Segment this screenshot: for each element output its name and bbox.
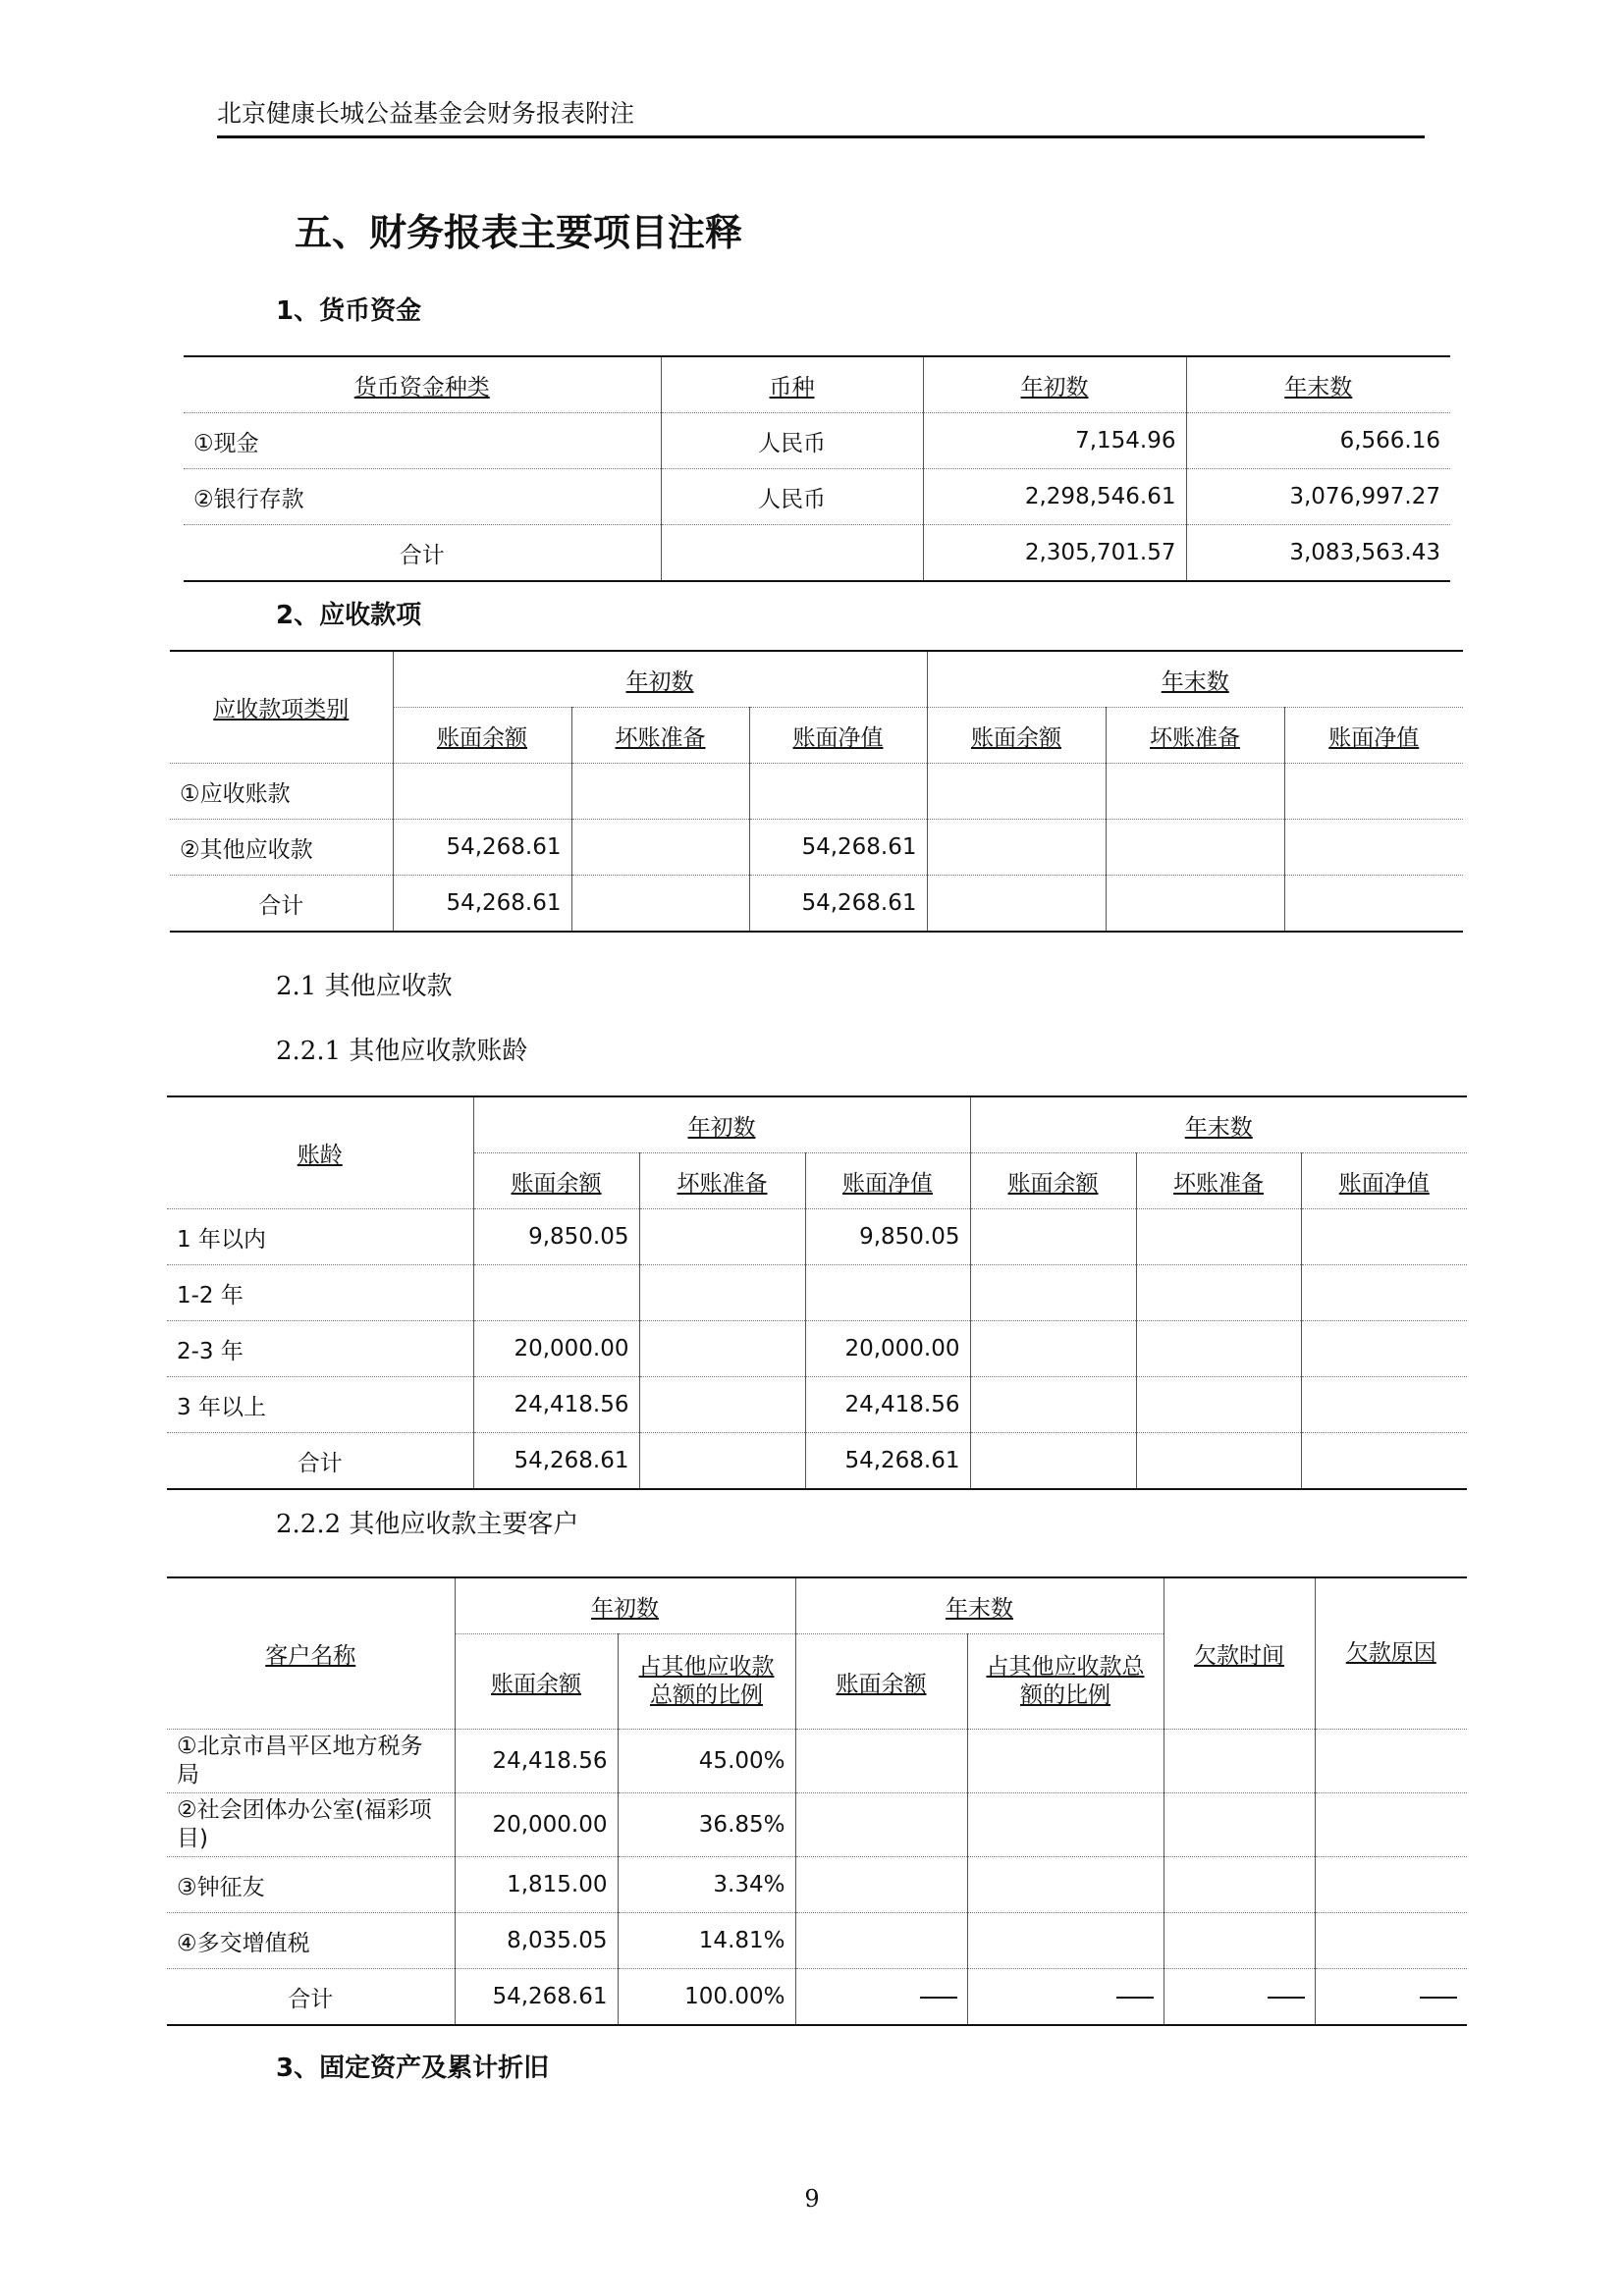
table-cell: 20,000.00: [473, 1321, 639, 1377]
header-cell: 币种: [661, 356, 923, 413]
table-cell: 14.81%: [618, 1913, 795, 1969]
table-cell: ②社会团体办公室(福彩项目): [167, 1793, 455, 1857]
s2-title: 2、应收款项: [276, 601, 422, 630]
table-cell: 3 年以上: [167, 1377, 473, 1433]
header-cell: 欠款原因: [1315, 1577, 1467, 1730]
header-cell: 年末数: [1186, 356, 1450, 413]
s221-table: [167, 1095, 1467, 1490]
table-cell: [967, 1969, 1164, 2026]
s222-title: 2.2.2 其他应收款主要客户: [276, 1510, 579, 1539]
page-number: 9: [804, 2185, 820, 2213]
table-cell: [1136, 1433, 1301, 1490]
table-cell: [970, 1209, 1136, 1265]
table-cell: [1315, 1969, 1467, 2026]
table-cell: 54,268.61: [473, 1433, 639, 1490]
table-cell: 合计: [184, 525, 661, 582]
table-row: [167, 1377, 1467, 1433]
table-cell: [1164, 1969, 1315, 2026]
table-cell: [639, 1433, 805, 1490]
table-cell: [1284, 876, 1463, 933]
table-cell: [1301, 1265, 1467, 1321]
table-cell: [1301, 1377, 1467, 1433]
table-cell: [1106, 820, 1284, 876]
table-row: [184, 469, 1450, 525]
table-cell: 7,154.96: [923, 413, 1186, 469]
table-row: [167, 1321, 1467, 1377]
table-cell: 45.00%: [618, 1730, 795, 1793]
table-row: [167, 1265, 1467, 1321]
header-cell: 账面净值: [1284, 708, 1463, 764]
header-cell: 年末数: [970, 1096, 1467, 1153]
header-cell: 年初数: [923, 356, 1186, 413]
table-cell: [1136, 1377, 1301, 1433]
table-total-row: [167, 1969, 1467, 2026]
table-row: [167, 1857, 1467, 1913]
table-cell: [639, 1265, 805, 1321]
table-cell: 20,000.00: [455, 1793, 618, 1857]
table-cell: [571, 764, 749, 820]
table-cell: [1284, 764, 1463, 820]
header-cell: 欠款时间: [1164, 1577, 1315, 1730]
table-cell: [805, 1265, 970, 1321]
table-cell: 100.00%: [618, 1969, 795, 2026]
s1-table: [184, 355, 1450, 582]
table-cell: [795, 1793, 967, 1857]
table-cell: [1136, 1265, 1301, 1321]
table-cell: [1164, 1913, 1315, 1969]
table-cell: [927, 876, 1106, 933]
header-cell: 占其他应收款总额的比例: [967, 1634, 1164, 1730]
table-cell: [967, 1730, 1164, 1793]
header-cell: 年初数: [473, 1096, 970, 1153]
table-row: [167, 1913, 1467, 1969]
table-cell: 3,083,563.43: [1186, 525, 1450, 582]
table-cell: [1301, 1433, 1467, 1490]
table-cell: [639, 1209, 805, 1265]
table-cell: 54,268.61: [805, 1433, 970, 1490]
table-row: [170, 764, 1463, 820]
table-cell: [1315, 1730, 1467, 1793]
table-cell: [795, 1913, 967, 1969]
s21-title: 2.1 其他应收款: [276, 972, 453, 1001]
table-cell: ①现金: [184, 413, 661, 469]
table-cell: 6,566.16: [1186, 413, 1450, 469]
header-cell: 客户名称: [167, 1577, 455, 1730]
table-cell: [1315, 1793, 1467, 1857]
table-cell: 36.85%: [618, 1793, 795, 1857]
table-cell: [795, 1969, 967, 2026]
header-cell: 账面余额: [795, 1634, 967, 1730]
table-cell: 20,000.00: [805, 1321, 970, 1377]
table-cell: ①应收账款: [170, 764, 393, 820]
table-cell: 54,268.61: [455, 1969, 618, 2026]
dash-mark: [1116, 1997, 1154, 1999]
table-cell: [1164, 1857, 1315, 1913]
header-cell: 坏账准备: [1136, 1153, 1301, 1209]
header-cell: 年末数: [795, 1577, 1164, 1634]
table-cell: ①北京市昌平区地方税务局: [167, 1730, 455, 1793]
table-header-row: [184, 356, 1450, 413]
table-cell: 2,298,546.61: [923, 469, 1186, 525]
table-cell: [967, 1913, 1164, 1969]
table-cell: ②其他应收款: [170, 820, 393, 876]
table-cell: [795, 1857, 967, 1913]
table-cell: [970, 1321, 1136, 1377]
table-total-row: [170, 876, 1463, 933]
table-cell: [1164, 1793, 1315, 1857]
table-total-row: [167, 1433, 1467, 1490]
header-cell: 账面净值: [1301, 1153, 1467, 1209]
section-title: 五、财务报表主要项目注释: [295, 211, 743, 254]
table-cell: [1315, 1913, 1467, 1969]
table-cell: ③钟征友: [167, 1857, 455, 1913]
table-cell: 合计: [167, 1969, 455, 2026]
table-cell: [927, 820, 1106, 876]
table-cell: [661, 525, 923, 582]
table-cell: [967, 1793, 1164, 1857]
header-cell: 账面净值: [749, 708, 927, 764]
header-cell: 账龄: [167, 1096, 473, 1209]
s222-table: [167, 1576, 1467, 2026]
table-cell: [1284, 820, 1463, 876]
table-cell: [927, 764, 1106, 820]
table-cell: 2-3 年: [167, 1321, 473, 1377]
table-cell: ②银行存款: [184, 469, 661, 525]
header-cell: 账面余额: [455, 1634, 618, 1730]
dash-mark: [1420, 1997, 1457, 1999]
table-cell: [795, 1730, 967, 1793]
header-cell: 占其他应收款总额的比例: [618, 1634, 795, 1730]
table-cell: 54,268.61: [393, 820, 571, 876]
header-cell: 账面净值: [805, 1153, 970, 1209]
header-cell: 年初数: [393, 651, 927, 708]
table-cell: [749, 764, 927, 820]
table-cell: [571, 820, 749, 876]
s1-title: 1、货币资金: [276, 296, 422, 326]
table-row: [167, 1793, 1467, 1857]
header-cell: 应收款项类别: [170, 651, 393, 764]
table-cell: 8,035.05: [455, 1913, 618, 1969]
table-cell: [1136, 1209, 1301, 1265]
s2-table: [170, 650, 1463, 933]
table-cell: [1301, 1321, 1467, 1377]
table-cell: 2,305,701.57: [923, 525, 1186, 582]
table-row: [167, 1209, 1467, 1265]
header-cell: 坏账准备: [571, 708, 749, 764]
table-cell: [1301, 1209, 1467, 1265]
header-cell: 坏账准备: [1106, 708, 1284, 764]
table-cell: 3,076,997.27: [1186, 469, 1450, 525]
header-cell: 账面余额: [927, 708, 1106, 764]
table-cell: 合计: [170, 876, 393, 933]
header-cell: 账面余额: [393, 708, 571, 764]
table-cell: 1-2 年: [167, 1265, 473, 1321]
header-cell: 账面余额: [473, 1153, 639, 1209]
header-cell: 账面余额: [970, 1153, 1136, 1209]
table-cell: 1,815.00: [455, 1857, 618, 1913]
table-cell: [571, 876, 749, 933]
table-cell: 54,268.61: [749, 876, 927, 933]
table-total-row: [184, 525, 1450, 582]
table-cell: [967, 1857, 1164, 1913]
table-cell: [970, 1377, 1136, 1433]
table-cell: 54,268.61: [749, 820, 927, 876]
table-row: [184, 413, 1450, 469]
table-row: [170, 820, 1463, 876]
table-cell: 3.34%: [618, 1857, 795, 1913]
page-header: 北京健康长城公益基金会财务报表附注: [217, 96, 1425, 138]
table-cell: [639, 1377, 805, 1433]
table-cell: [1106, 764, 1284, 820]
table-cell: [970, 1265, 1136, 1321]
table-cell: [639, 1321, 805, 1377]
table-cell: 人民币: [661, 469, 923, 525]
header-cell: 坏账准备: [639, 1153, 805, 1209]
table-cell: 54,268.61: [393, 876, 571, 933]
table-cell: 24,418.56: [455, 1730, 618, 1793]
table-cell: [1164, 1730, 1315, 1793]
table-cell: 9,850.05: [805, 1209, 970, 1265]
dash-mark: [920, 1997, 957, 1999]
header-cell: 年初数: [455, 1577, 795, 1634]
dash-mark: [1268, 1997, 1305, 1999]
table-cell: 9,850.05: [473, 1209, 639, 1265]
table-cell: [393, 764, 571, 820]
table-cell: 24,418.56: [805, 1377, 970, 1433]
table-cell: [1136, 1321, 1301, 1377]
header-cell: 货币资金种类: [184, 356, 661, 413]
table-cell: 人民币: [661, 413, 923, 469]
table-row: [167, 1730, 1467, 1793]
table-cell: 24,418.56: [473, 1377, 639, 1433]
table-cell: [1106, 876, 1284, 933]
table-cell: [970, 1433, 1136, 1490]
table-cell: 合计: [167, 1433, 473, 1490]
table-cell: [473, 1265, 639, 1321]
table-cell: 1 年以内: [167, 1209, 473, 1265]
table-cell: [1315, 1857, 1467, 1913]
table-cell: ④多交增值税: [167, 1913, 455, 1969]
s3-title: 3、固定资产及累计折旧: [276, 2054, 550, 2083]
header-cell: 年末数: [927, 651, 1463, 708]
s221-title: 2.2.1 其他应收款账龄: [276, 1037, 528, 1066]
